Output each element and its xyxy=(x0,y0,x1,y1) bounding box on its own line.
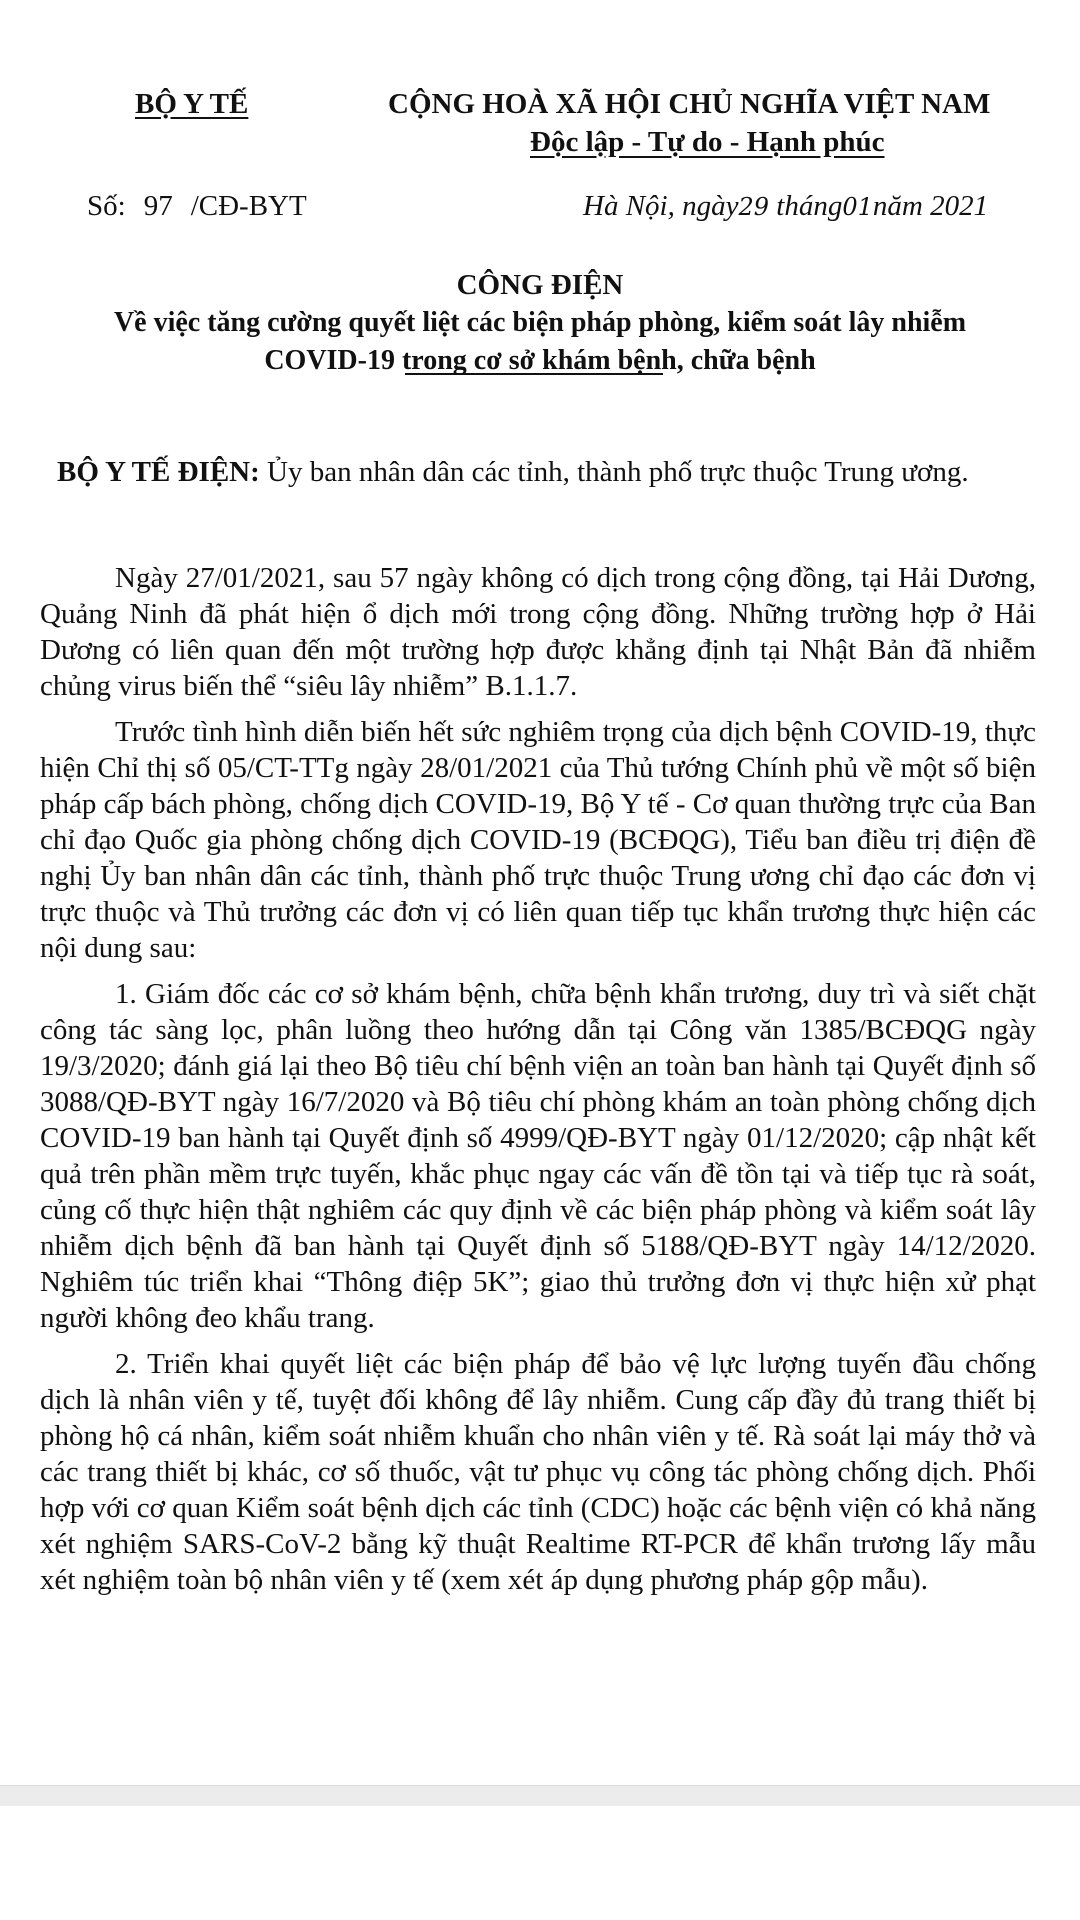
body-paragraph-1: Ngày 27/01/2021, sau 57 ngày không có dịch trong cộng đồng, tại Hải Dương, Quảng Ninh đã phát hiện ổ dịch mới trong cộng đồng. Những trường hợp ở Hải Dương có liên quan đến một trường hợp được khẳng định tại Nhật Bản đã nhiễm chủng virus biến thể “siêu lây nhiễm” B.1.1.7. xyxy=(40,562,1036,702)
recipient-line xyxy=(57,456,969,489)
next-page-area xyxy=(0,1806,1080,1920)
date-year: năm 2021 xyxy=(872,190,989,222)
title-type: CÔNG ĐIỆN xyxy=(456,269,624,301)
document-number-value: 97 xyxy=(143,190,173,222)
date-line xyxy=(583,190,988,223)
ministry-name: BỘ Y TẾ xyxy=(135,88,249,120)
national-title: CỘNG HOÀ XÃ HỘI CHỦ NGHĨA VIỆT NAM xyxy=(388,88,991,120)
document-body xyxy=(40,560,1036,1608)
date-month-label: tháng xyxy=(776,190,843,222)
recipient-text: Ủy ban nhân dân các tỉnh, thành phố trực thuộc Trung ương. xyxy=(259,456,969,488)
body-paragraph-2: Trước tình hình diễn biến hết sức nghiêm trọng của dịch bệnh COVID-19, thực hiện Chỉ thị số 05/CT-TTg ngày 28/01/2021 của Thủ tướng Chính phủ về một số biện pháp cấp bách phòng, chống dịch COVID-19, Bộ Y tế - Cơ quan thường trực của Ban chỉ đạo Quốc gia phòng chống dịch COVID-19 (BCĐQG), Tiểu ban điều trị điện đề nghị Ủy ban nhân dân các tỉnh, thành phố trực thuộc Trung ương chỉ đạo các đơn vị trực thuộc và Thủ trưởng các đơn vị có liên quan tiếp tục khẩn trương thực hiện các nội dung sau: xyxy=(40,716,1036,964)
recipient-label: BỘ Y TẾ ĐIỆN: xyxy=(57,456,260,488)
date-place: Hà Nội, ngày xyxy=(583,190,739,222)
date-month: 01 xyxy=(842,193,873,221)
document-number xyxy=(87,190,307,223)
document-number-suffix: /CĐ-BYT xyxy=(190,190,307,222)
title-subject-line-1: Về việc tăng cường quyết liệt các biện pháp phòng, kiểm soát lây nhiễm xyxy=(113,307,967,338)
page-separator xyxy=(0,1785,1080,1806)
date-day: 29 xyxy=(738,193,770,221)
document-title xyxy=(40,266,1040,380)
document-number-prefix: Số: xyxy=(87,190,126,222)
title-underline xyxy=(405,373,663,375)
title-subject-line-2: COVID-19 trong cơ sở khám bệnh, chữa bệnh xyxy=(264,345,816,376)
body-paragraph-4: 2. Triển khai quyết liệt các biện pháp để bảo vệ lực lượng tuyến đầu chống dịch là nhân viên y tế, tuyệt đối không để lây nhiễm. Cung cấp đầy đủ trang thiết bị phòng hộ cá nhân, kiểm soát nhiễm khuẩn cho nhân viên y tế. Rà soát lại máy thở và các trang thiết bị khác, cơ số thuốc, vật tư phục vụ công tác phòng chống dịch. Phối hợp với cơ quan Kiểm soát bệnh dịch các tỉnh (CDC) hoặc các bệnh viện có khả năng xét nghiệm SARS-CoV-2 bằng kỹ thuật Realtime RT-PCR để khẩn trương lấy mẫu xét nghiệm toàn bộ nhân viên y tế (xem xét áp dụng phương pháp gộp mẫu). xyxy=(40,1348,1036,1596)
national-motto: Độc lập - Tự do - Hạnh phúc xyxy=(530,126,885,158)
body-paragraph-3: 1. Giám đốc các cơ sở khám bệnh, chữa bệnh khẩn trương, duy trì và siết chặt công tác sàng lọc, phân luồng theo hướng dẫn tại Công văn 1385/BCĐQG ngày 19/3/2020; đánh giá lại theo Bộ tiêu chí bệnh viện an toàn ban hành tại Quyết định số 3088/QĐ-BYT ngày 16/7/2020 và Bộ tiêu chí phòng khám an toàn phòng chống dịch COVID-19 ban hành tại Quyết định số 4999/QĐ-BYT ngày 01/12/2020; cập nhật kết quả trên phần mềm trực tuyến, khắc phục ngay các vấn đề tồn tại và tiếp tục rà soát, củng cố thực hiện thật nghiêm các quy định về các biện pháp phòng và kiểm soát lây nhiễm dịch bệnh đã ban hành tại Quyết định số 5188/QĐ-BYT ngày 14/12/2020. Nghiêm túc triển khai “Thông điệp 5K”; giao thủ trưởng đơn vị thực hiện xử phạt người không đeo khẩu trang. xyxy=(40,978,1036,1334)
